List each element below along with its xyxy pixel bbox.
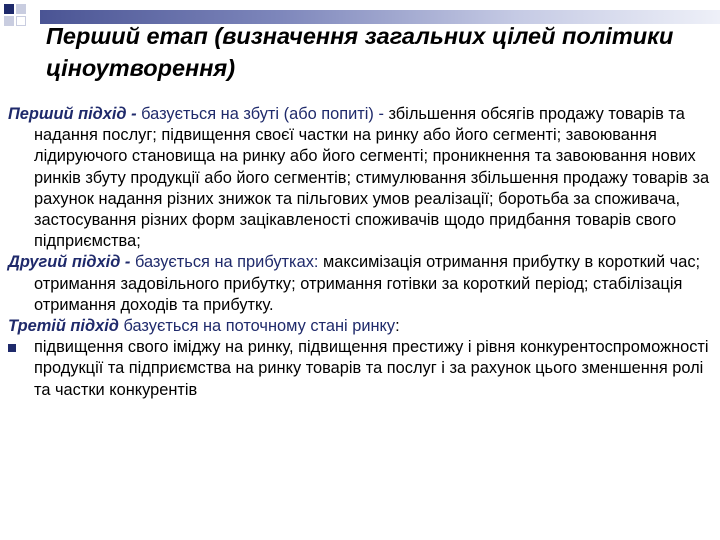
approach-paragraph [8,104,714,252]
approach-text: : [395,317,400,336]
approach-text: збільшення обсягів продажу товарів та надання послуг; підвищення своєї частки на ринку або його сегменті; завоювання лідируючого становища на ринку або його сегменті; проникнення та завоювання нових ринків збуту продукції або його сегментів; стимулювання збільшення продажу товарів за рахунок надання різних знижок та пільгових умов реалізації; боротьба за споживача, застосування різних форм зацікавленості споживачів щодо придбання товарів свого підприємства; [34,105,710,251]
square-bullet-icon [8,344,16,352]
approach-paragraph [8,252,714,316]
approach-basis: базується на збуті (або попиті) - [136,105,384,123]
bullet-text: підвищення свого іміджу на ринку, підвищення престижу і рівня конкурентоспроможності продукції та підприємства на ринку товарів та послуг і за рахунок цього зменшення ролі та частки конкурентів [34,338,709,399]
slide-body [8,104,714,401]
approach-basis: базується на поточному стані ринку [118,317,396,336]
corner-square-dark [4,4,14,14]
corner-square-light [4,16,14,26]
corner-square-light [16,4,26,14]
approach-basis: базується на прибутках: [130,253,319,272]
bullet-item [8,337,714,401]
corner-square-outline [16,16,26,26]
approach-paragraph [8,316,714,337]
slide-title: Перший етап (визначення загальних цілей політики ціноутворення) [46,23,674,81]
approach-lead: Перший підхід - [8,105,137,123]
approach-lead: Третій підхід [8,317,119,336]
approach-lead: Другий підхід - [8,253,131,272]
approach-text: максимізація отримання прибутку в короткий час; отримання задовільного прибутку; отримання готівки за короткий період; стабілізація отримання доходів та прибутку. [34,253,701,314]
